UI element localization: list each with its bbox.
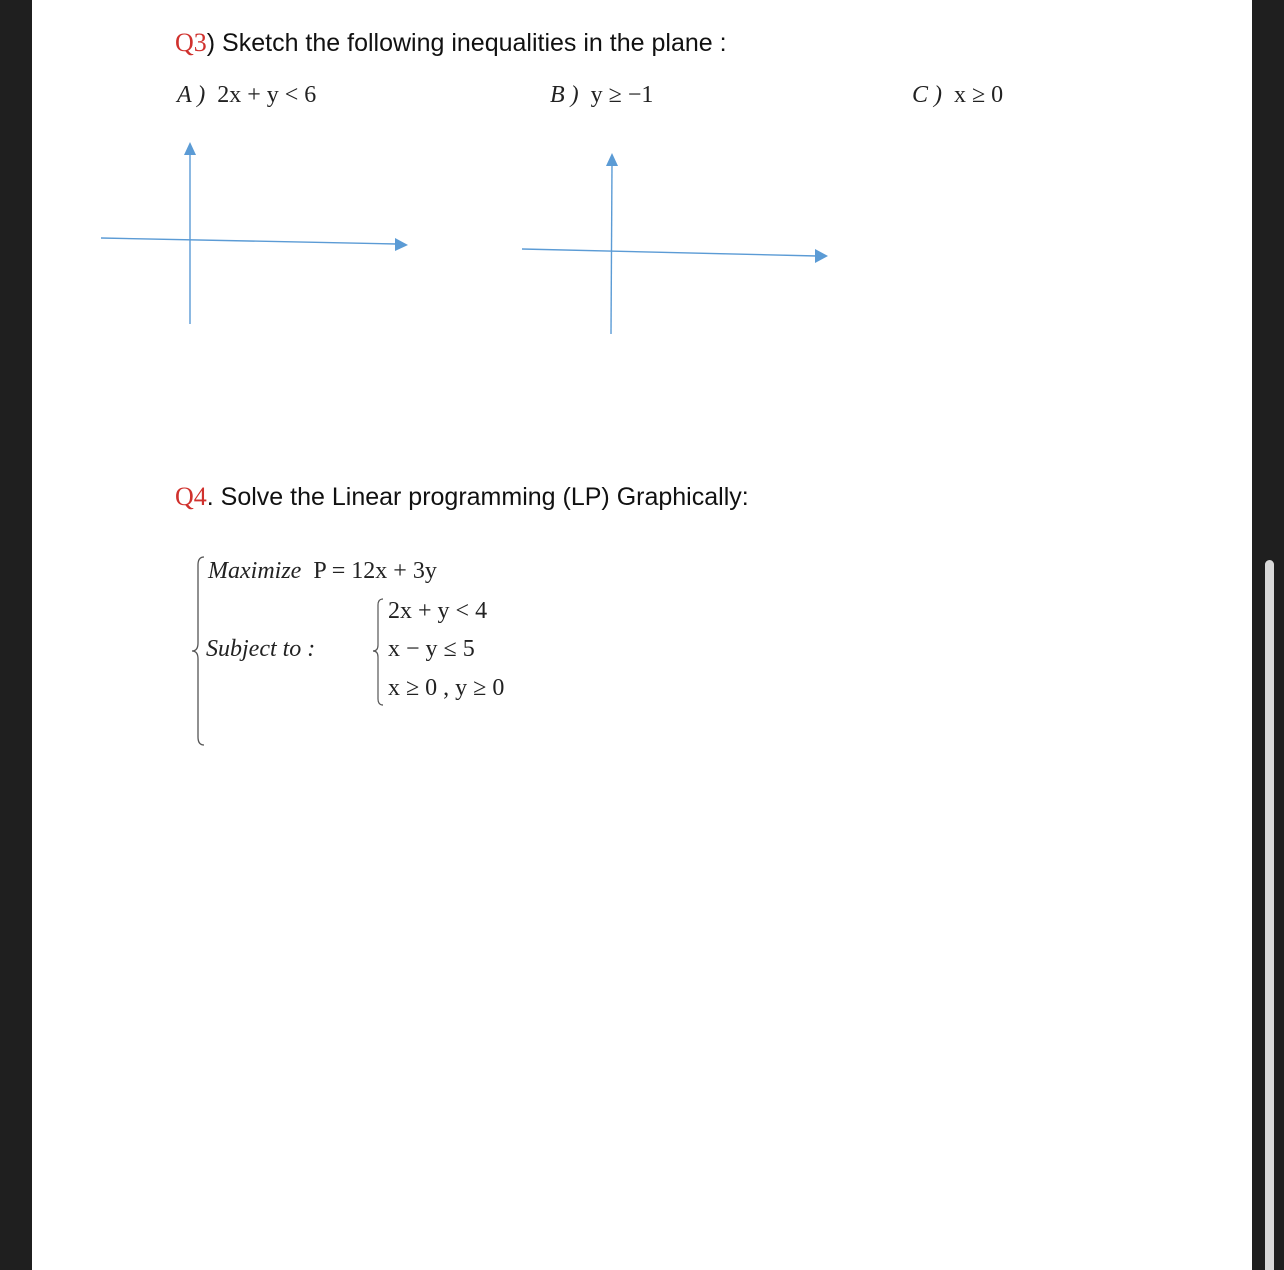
axes-b-x-arrow xyxy=(815,249,828,263)
q3-part-c-expr: x ≥ 0 xyxy=(954,82,1004,108)
constraint-2: x − y ≤ 5 xyxy=(388,636,475,662)
q3-part-a-expr: 2x + y < 6 xyxy=(217,82,317,108)
document-page xyxy=(32,0,1252,1270)
axes-b-x-axis xyxy=(522,249,817,256)
q3-part-c-label: C ) xyxy=(912,82,942,108)
objective-expr: P = 12x + 3y xyxy=(313,558,437,584)
scrollbar-thumb[interactable] xyxy=(1265,560,1274,1270)
q3-axes-figure xyxy=(32,0,1252,400)
axes-a xyxy=(101,142,408,324)
axes-b-y-arrow xyxy=(606,153,618,166)
objective-row xyxy=(208,558,437,585)
axes-b xyxy=(522,153,828,334)
q3-part-b-expr: y ≥ −1 xyxy=(590,82,654,108)
subject-to-text: Subject to : xyxy=(206,636,316,662)
q3-part-a-label: A ) xyxy=(177,82,206,108)
q4-text: . Solve the Linear programming (LP) Graphically: xyxy=(206,483,749,511)
q3-text: ) Sketch the following inequalities in the plane : xyxy=(206,29,727,57)
axes-b-y-axis xyxy=(611,163,612,334)
constraint-1: 2x + y < 4 xyxy=(388,598,488,624)
axes-a-x-arrow xyxy=(395,238,408,251)
subject-to-label xyxy=(206,636,315,663)
q3-number: Q3 xyxy=(175,28,207,57)
q4-heading xyxy=(175,482,749,512)
maximize-label: Maximize xyxy=(208,558,302,584)
axes-a-x-axis xyxy=(101,238,397,244)
constraints-brace xyxy=(371,597,387,709)
axes-a-y-arrow xyxy=(184,142,196,155)
q4-number: Q4 xyxy=(175,482,207,511)
q3-part-b-label: B ) xyxy=(550,82,579,108)
constraint-3: x ≥ 0 , y ≥ 0 xyxy=(388,675,505,701)
